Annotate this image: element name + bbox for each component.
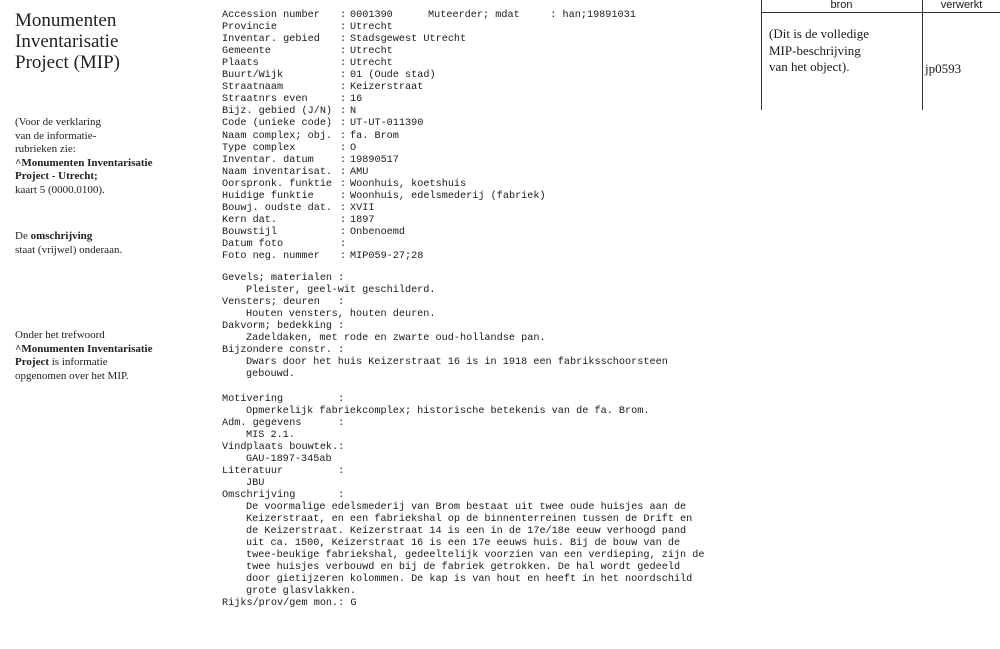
omschrijving-note	[15, 230, 122, 257]
section-heading: Vindplaats bouwtek.:	[222, 441, 345, 453]
mutator-field: Muteerder; mdat : han;19891031	[428, 10, 636, 21]
record-field-colon: :	[340, 118, 347, 130]
bron-description	[769, 26, 869, 76]
mip-title-line: Project (MIP)	[15, 52, 121, 73]
source-box	[761, 0, 1000, 110]
note-line: De	[15, 230, 31, 242]
record-field-value: fa. Brom	[350, 130, 399, 142]
mip-title	[15, 10, 120, 73]
section-text-line: De voormalige edelsmederij van Brom bestaat uit twee oude huisjes aan de	[246, 502, 687, 513]
record-field-value: Woonhuis, koetshuis	[350, 178, 467, 190]
record-field-label: Type complex	[222, 142, 296, 154]
bron-description-line: van het object).	[769, 59, 850, 74]
record-field-value: 01 (Oude stad)	[350, 70, 436, 82]
verwerkt-header: verwerkt	[940, 0, 983, 11]
section-text-line: Keizerstraat, en een fabriekshal op de binnenterreinen tussen de Drift en	[246, 514, 693, 526]
record-field-colon: :	[340, 251, 347, 262]
record-field-colon: :	[340, 82, 347, 94]
section-text-line: Dwars door het huis Keizerstraat 16 is in 1918 een fabriksschoorsteen	[246, 357, 668, 369]
note-line: van de informatie-	[15, 129, 97, 142]
info-rubrieken-note	[15, 116, 152, 197]
trefwoord-note	[15, 329, 152, 383]
record-field-label: Foto neg. nummer	[222, 251, 320, 262]
section-text-line: door gietijzeren kolommen. De kap is van hout en heeft in het noordschild	[246, 574, 693, 586]
divider	[922, 0, 923, 110]
record-field-colon: :	[340, 106, 347, 118]
section-heading: Motivering :	[222, 393, 345, 405]
record-field-colon: :	[340, 94, 347, 106]
record-field-value: Utrecht	[350, 58, 393, 70]
note-link[interactable]: ^Monumenten Inventarisatie	[15, 342, 153, 355]
record-field-value: Stadsgewest Utrecht	[350, 34, 467, 46]
bron-description-line: (Dit is de volledige	[769, 26, 870, 41]
record-field-colon: :	[340, 226, 347, 238]
section-heading: Gevels; materialen :	[222, 273, 345, 285]
divider	[761, 12, 1000, 13]
record-field-label: Bouwstijl	[222, 226, 278, 238]
record-field-value: 1897	[350, 214, 375, 226]
record-field-label: Gemeente	[222, 46, 271, 58]
record-field-label: Code (unieke code)	[222, 118, 333, 130]
record-field-label: Straatnaam	[222, 82, 284, 94]
section-heading: Adm. gegevens :	[222, 417, 345, 429]
record-field-colon: :	[340, 214, 347, 226]
note-link[interactable]: ^Monumenten Inventarisatie	[15, 156, 153, 169]
section-text-line: uit ca. 1500, Keizerstraat 16 is een 17e eeuws huis. Bij de bouw van de	[246, 538, 681, 550]
record-field-colon: :	[340, 190, 347, 202]
record-field-colon: :	[340, 58, 347, 70]
record-field-value: 16	[350, 94, 363, 106]
record-field-value: Onbenoemd	[350, 226, 406, 238]
section-text-line: gebouwd.	[246, 369, 295, 381]
record-field-label: Inventar. gebied	[222, 34, 320, 46]
record-field-label: Kern dat.	[222, 214, 278, 226]
record-field-label: Huidige funktie	[222, 190, 314, 202]
record-field-value: O	[350, 142, 357, 154]
note-line: Onder het trefwoord	[15, 329, 105, 341]
record-field-label: Plaats	[222, 58, 259, 70]
section-heading: Rijks/prov/gem mon.: G	[222, 598, 357, 610]
record-field-label: Buurt/Wijk	[222, 70, 284, 82]
note-link[interactable]: Project	[15, 356, 49, 368]
section-heading: Dakvorm; bedekking :	[222, 321, 345, 333]
record-field-value: MIP059-27;28	[350, 251, 424, 262]
record-field-colon: :	[340, 142, 347, 154]
section-heading: Omschrijving :	[222, 489, 345, 501]
section-heading: Vensters; deuren :	[222, 297, 345, 309]
record-field-colon: :	[340, 22, 347, 34]
record-field-value: XVII	[350, 202, 375, 214]
section-text-line: Opmerkelijk fabriekcomplex; historische betekenis van de fa. Brom.	[246, 405, 650, 417]
record-field-label: Inventar. datum	[222, 154, 314, 166]
divider	[761, 0, 762, 110]
record-field-value: AMU	[350, 166, 369, 178]
note-line: rubrieken zie:	[15, 143, 76, 155]
section-text-line: de Keizerstraat. Keizerstraat 14 is een in de 17e/18e eeuw verhoogd pand	[246, 526, 687, 538]
record-field-colon: :	[340, 238, 347, 250]
record-field-colon: :	[340, 154, 347, 166]
record-field-colon: :	[340, 70, 347, 82]
mip-title-line: Monumenten	[15, 10, 117, 31]
record-field-value: N	[350, 106, 357, 118]
record-field-colon: :	[340, 10, 347, 21]
section-text-line: Zadeldaken, met rode en zwarte oud-hollandse pan.	[246, 333, 546, 345]
record-field-label: Provincie	[222, 22, 278, 34]
record-field-colon: :	[340, 130, 347, 142]
bron-description-line: MIP-beschrijving	[769, 42, 861, 58]
note-line: is informatie	[49, 356, 108, 368]
note-line: kaart 5 (0000.0100).	[15, 183, 105, 196]
section-text-line: Pleister, geel-wit geschilderd.	[246, 285, 436, 297]
record-field-value: Woonhuis, edelsmederij (fabriek)	[350, 190, 546, 202]
record-field-value: Utrecht	[350, 22, 393, 34]
record-field-colon: :	[340, 202, 347, 214]
record-field-label: Bijz. gebied (J/N)	[222, 106, 333, 118]
record-field-label: Naam inventarisat.	[222, 166, 333, 178]
record-field-value: Utrecht	[350, 46, 393, 58]
section-text-line: twee huisjes verbouwd en bij de fabriek getrokken. De hal wordt gedeeld	[246, 562, 681, 574]
record-field-label: Naam complex; obj.	[222, 130, 333, 142]
section-text-line: twee-beukige fabriekshal, gedeeltelijk voorzien van een verdieping, zijn de	[246, 550, 705, 562]
section-heading: Bijzondere constr. :	[222, 345, 345, 357]
record-field-value: Keizerstraat	[350, 82, 424, 94]
section-text-line: grote glasvlakken.	[246, 586, 357, 598]
section-heading: Literatuur :	[222, 465, 345, 477]
bron-header: bron	[830, 0, 853, 11]
record-field-label: Oorspronk. funktie	[222, 178, 333, 190]
mip-title-line: Inventarisatie	[15, 31, 119, 52]
section-text-line: GAU-1897-345ab	[246, 453, 332, 465]
record-field-label: Bouwj. oudste dat.	[222, 202, 333, 214]
note-bold: omschrijving	[30, 230, 93, 242]
verwerkt-code: jp0593	[925, 61, 962, 76]
note-link[interactable]: Project - Utrecht;	[15, 170, 98, 182]
section-text-line: JBU	[246, 477, 265, 489]
record-field-colon: :	[340, 178, 347, 190]
record-field-label: Accession number	[222, 10, 320, 21]
record-field-colon: :	[340, 46, 347, 58]
record-field-value: 19890517	[350, 154, 399, 166]
note-line: staat (vrijwel) onderaan.	[15, 243, 123, 256]
record-field-label: Straatnrs even	[222, 94, 308, 106]
record-field-value: UT-UT-011390	[350, 118, 424, 130]
record-field-colon: :	[340, 34, 347, 46]
section-text-line: Houten vensters, houten deuren.	[246, 309, 436, 321]
record-field-label: Datum foto	[222, 238, 284, 250]
record-field-colon: :	[340, 166, 347, 178]
record-field-value: 0001390	[350, 10, 393, 21]
note-line: (Voor de verklaring	[15, 116, 101, 128]
note-line: opgenomen over het MIP.	[15, 369, 129, 382]
section-text-line: MIS 2.1.	[246, 429, 295, 441]
